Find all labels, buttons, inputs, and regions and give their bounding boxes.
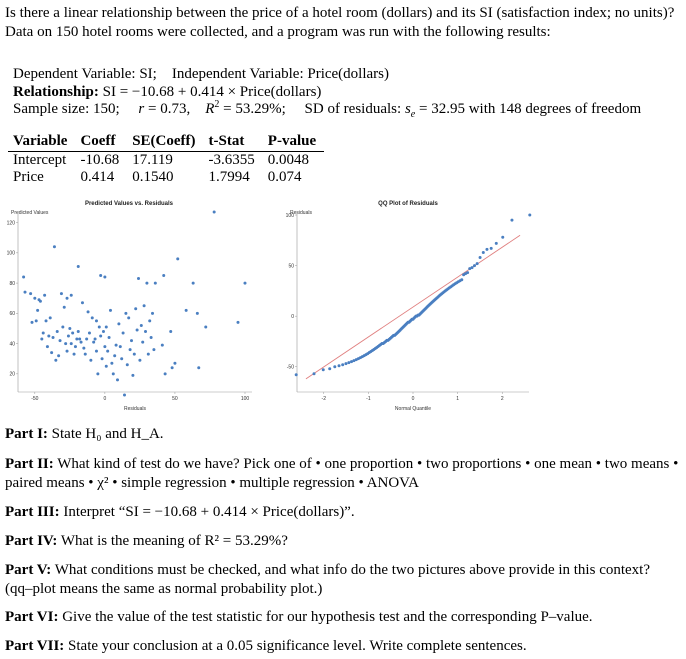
qq-point — [528, 214, 531, 217]
scatter-point — [40, 338, 43, 341]
qq-point — [473, 264, 476, 267]
scatter-point — [95, 350, 98, 353]
scatter-point — [106, 350, 109, 353]
header-coeff: Coeff — [75, 133, 127, 151]
scatter-point — [112, 372, 115, 375]
scatter-point — [74, 345, 77, 348]
y-tick-label: 100 — [6, 250, 15, 257]
scatter-point — [88, 332, 91, 335]
scatter-point — [105, 365, 108, 368]
scatter-point — [162, 274, 165, 277]
x-tick-label: 0 — [103, 396, 107, 402]
question-text: What is the meaning of R² = 53.29%? — [60, 533, 288, 549]
question-label: Part V: — [5, 562, 52, 578]
relationship-label: Relationship: — [13, 83, 99, 100]
header-variable: Variable — [8, 133, 75, 151]
question-label: Part III: — [5, 504, 60, 520]
header-t-stat: t-Stat — [204, 133, 263, 151]
sample-size: Sample size: 150; — [13, 101, 120, 117]
scatter-point — [154, 282, 157, 285]
r-value: = 0.73, — [148, 101, 191, 117]
scatter-point — [185, 309, 188, 312]
relationship-equation: SI = −10.68 + 0.414 × Price(dollars) — [102, 83, 322, 100]
scatter-point — [24, 291, 27, 294]
scatter-point — [80, 341, 83, 344]
scatter-point — [77, 330, 80, 333]
scatter-point — [243, 282, 246, 285]
scatter-plot — [4, 198, 254, 412]
scatter-point — [61, 325, 64, 328]
sample-line: Sample size: 150; r = 0.73, $R^2 = 53.29\%$; SD of residuals: $s_e = 32.95$ with 148 degrees of freedom — [13, 99, 642, 120]
scatter-point — [103, 276, 106, 279]
reference-line — [306, 235, 520, 379]
x-tick-label: -50 — [31, 396, 39, 402]
scatter-point — [137, 277, 140, 280]
scatter-point — [134, 307, 137, 310]
scatter-point — [81, 301, 84, 304]
question-part-7 — [5, 637, 681, 656]
scatter-point — [31, 321, 34, 324]
qq-point — [328, 367, 331, 370]
question-part-2 — [5, 455, 681, 492]
scatter-point — [140, 324, 143, 327]
scatter-point — [87, 310, 90, 313]
se-value: = 32.95 with 148 degrees of freedom — [418, 101, 642, 117]
scatter-point — [151, 312, 154, 315]
question-part-6 — [5, 608, 681, 627]
scatter-point — [29, 292, 32, 295]
cell-se: 0.1540 — [132, 169, 174, 185]
scatter-point — [67, 335, 70, 338]
scatter-point — [204, 325, 207, 328]
scatter-point — [145, 282, 148, 285]
scatter-point — [96, 372, 99, 375]
question-part-5 — [5, 561, 681, 598]
scatter-point — [42, 332, 45, 335]
scatter-point — [57, 354, 60, 357]
question-part-1 — [5, 425, 681, 444]
scatter-point — [133, 353, 136, 356]
scatter-point — [173, 362, 176, 365]
table-header-row — [8, 133, 324, 151]
scatter-point — [127, 316, 130, 319]
scatter-point — [36, 309, 39, 312]
scatter-point — [171, 366, 174, 369]
qq-point — [460, 278, 463, 281]
scatter-point — [53, 245, 56, 248]
question-text: Give the value of the test statistic for our hypothesis test and the corresponding P–value. — [62, 609, 593, 625]
qq-point — [338, 364, 341, 367]
scatter-point — [99, 274, 102, 277]
scatter-point — [147, 353, 150, 356]
scatter-point — [85, 338, 88, 341]
scatter-point — [46, 345, 49, 348]
scatter-point — [150, 336, 153, 339]
scatter-point — [70, 294, 73, 297]
scatter-point — [126, 363, 129, 366]
x-tick-label: -2 — [321, 396, 326, 402]
coefficient-table — [8, 133, 324, 187]
x-axis-label: Residuals — [124, 406, 146, 412]
scatter-point — [92, 341, 95, 344]
y-tick-label: 60 — [9, 311, 15, 318]
scatter-point — [49, 316, 52, 319]
scatter-point — [143, 304, 146, 307]
scatter-point — [138, 359, 141, 362]
scatter-point — [82, 347, 85, 350]
scatter-point — [71, 332, 74, 335]
question-part-3 — [5, 503, 681, 522]
scatter-point — [66, 350, 69, 353]
sd-label: SD of residuals: — [304, 101, 402, 117]
scatter-point — [129, 348, 132, 351]
scatter-point — [52, 336, 55, 339]
scatter-point — [59, 339, 62, 342]
intro-paragraph: Is there a linear relationship between the price of a hotel room (dollars) and its SI (satisfaction index; no units)? Data on 150 hotel rooms were collected, and a program was run with the following results: — [5, 5, 675, 40]
r2-symbol: R — [205, 101, 215, 117]
y-tick-label: 50 — [288, 263, 294, 270]
r-symbol: r — [138, 101, 145, 117]
qq-point — [476, 262, 479, 265]
scatter-point — [196, 312, 199, 315]
qq-point — [347, 361, 350, 364]
scatter-point — [148, 319, 151, 322]
question-text: State your conclusion at a 0.05 significance level. Write complete sentences. — [68, 638, 527, 654]
cell-variable: Price — [13, 169, 44, 185]
qq-point — [341, 363, 344, 366]
scatter-point — [123, 394, 126, 397]
scatter-point — [43, 294, 46, 297]
scatter-point — [176, 257, 179, 260]
r2-value: = 53.29%; — [223, 101, 286, 117]
scatter-point — [66, 297, 69, 300]
regression-summary — [13, 66, 641, 119]
y-tick-label: 120 — [6, 220, 15, 227]
qq-svg — [283, 198, 533, 412]
dependent-variable: Dependent Variable: SI; — [13, 66, 157, 82]
scatter-point — [213, 211, 216, 214]
scatter-point — [124, 312, 127, 315]
question-label: Part IV: — [5, 533, 58, 549]
y-axis-label: Residuals — [290, 210, 312, 216]
x-tick-label: 2 — [500, 396, 504, 402]
x-tick-label: 1 — [456, 396, 460, 402]
scatter-point — [164, 372, 167, 375]
scatter-point — [103, 345, 106, 348]
y-tick-label: 80 — [9, 280, 15, 287]
x-tick-label: 100 — [240, 396, 250, 402]
x-tick-label: 50 — [172, 396, 178, 402]
scatter-point — [78, 338, 81, 341]
scatter-point — [169, 330, 172, 333]
chart-title: QQ Plot of Residuals — [378, 201, 438, 207]
scatter-point — [50, 351, 53, 354]
qq-point — [313, 372, 316, 375]
scatter-point — [192, 282, 195, 285]
scatter-point — [54, 359, 57, 362]
chart-title: Predicted Values vs. Residuals — [84, 201, 174, 207]
scatter-point — [116, 378, 119, 381]
cell-t-stat: 1.7994 — [208, 169, 250, 185]
scatter-point — [63, 306, 66, 309]
qq-point — [333, 365, 336, 368]
scatter-point — [45, 319, 48, 322]
table-row — [8, 151, 324, 169]
scatter-point — [105, 325, 108, 328]
y-tick-label: 100 — [285, 212, 294, 219]
relationship-line — [13, 84, 641, 102]
independent-variable: Independent Variable: Price(dollars) — [171, 66, 390, 82]
question-label: Part VI: — [5, 609, 59, 625]
question-text: What conditions must be checked, and what info do the two pictures above provide in this context? (qq–plot means the same as normal probability plot.) — [5, 562, 650, 597]
question-part-4 — [5, 532, 681, 551]
scatter-point — [122, 332, 125, 335]
scatter-point — [119, 345, 122, 348]
x-axis-label: Normal Quantile — [394, 406, 432, 412]
scatter-point — [120, 357, 123, 360]
qq-plot — [283, 198, 533, 412]
scatter-point — [95, 319, 98, 322]
scatter-point — [108, 336, 111, 339]
scatter-point — [33, 297, 36, 300]
qq-point — [495, 242, 498, 245]
question-text: State H₀ and H_A. — [51, 426, 164, 442]
scatter-point — [109, 309, 112, 312]
scatter-point — [75, 338, 78, 341]
scatter-point — [130, 339, 133, 342]
qq-point — [466, 271, 469, 274]
scatter-point — [136, 328, 139, 331]
scatter-point — [110, 362, 113, 365]
scatter-point — [73, 353, 76, 356]
qq-point — [471, 266, 474, 269]
scatter-point — [144, 330, 147, 333]
question-text: What kind of test do we have? Pick one of • one proportion • two proportions • one mean • two means • paired means • χ² • simple regression • multiple regression • ANOVA — [5, 456, 679, 491]
scatter-point — [113, 354, 116, 357]
qq-point — [482, 251, 485, 254]
cell-se: 17.119 — [132, 151, 173, 168]
scatter-point — [60, 292, 63, 295]
qq-point — [501, 236, 504, 239]
scatter-point — [64, 342, 67, 345]
scatter-point — [236, 321, 239, 324]
question-label: Part VII: — [5, 638, 65, 654]
question-label: Part I: — [5, 426, 48, 442]
cell-coeff: 0.414 — [80, 169, 115, 185]
scatter-point — [35, 319, 38, 322]
scatter-point — [47, 335, 50, 338]
header-se-coeff: SE(Coeff) — [127, 133, 203, 151]
y-axis-label: Predicted Values — [11, 210, 49, 216]
scatter-point — [77, 265, 80, 268]
cell-p-value: 0.0048 — [267, 151, 310, 168]
scatter-point — [91, 316, 94, 319]
scatter-point — [99, 335, 102, 338]
y-tick-label: 0 — [291, 313, 294, 320]
header-p-value: P-value — [263, 133, 324, 151]
scatter-point — [161, 344, 164, 347]
qq-point — [322, 368, 325, 371]
scatter-point — [102, 330, 105, 333]
cell-variable: Intercept — [13, 151, 67, 168]
scatter-point — [152, 348, 155, 351]
qq-point — [490, 247, 493, 250]
question-label: Part II: — [5, 456, 54, 472]
y-tick-label: 40 — [9, 341, 15, 348]
cell-coeff: -10.68 — [80, 151, 120, 168]
scatter-point — [131, 374, 134, 377]
cell-p-value: 0.074 — [267, 169, 302, 185]
scatter-svg — [4, 198, 254, 412]
qq-point — [295, 373, 298, 376]
qq-point — [510, 219, 513, 222]
scatter-point — [89, 359, 92, 362]
y-tick-label: -50 — [286, 364, 294, 371]
scatter-point — [117, 322, 120, 325]
scatter-point — [98, 325, 101, 328]
y-tick-label: 20 — [9, 371, 15, 378]
scatter-point — [101, 357, 104, 360]
question-text: Interpret “SI = −10.68 + 0.414 × Price(dollars)”. — [63, 504, 355, 520]
x-tick-label: 0 — [411, 396, 415, 402]
scatter-point — [68, 327, 71, 330]
scatter-point — [39, 300, 42, 303]
scatter-point — [115, 344, 118, 347]
qq-point — [344, 362, 347, 365]
qq-point — [479, 256, 482, 259]
scatter-point — [22, 276, 25, 279]
scatter-point — [84, 353, 87, 356]
scatter-point — [141, 341, 144, 344]
scatter-point — [56, 330, 59, 333]
scatter-point — [94, 338, 97, 341]
variables-line — [13, 66, 641, 84]
cell-t-stat: -3.6355 — [208, 151, 255, 168]
scatter-point — [70, 342, 73, 345]
scatter-point — [197, 366, 200, 369]
se-symbol: s — [404, 101, 411, 117]
qq-point — [485, 248, 488, 251]
table-row — [8, 169, 324, 187]
x-tick-label: -1 — [366, 396, 371, 402]
